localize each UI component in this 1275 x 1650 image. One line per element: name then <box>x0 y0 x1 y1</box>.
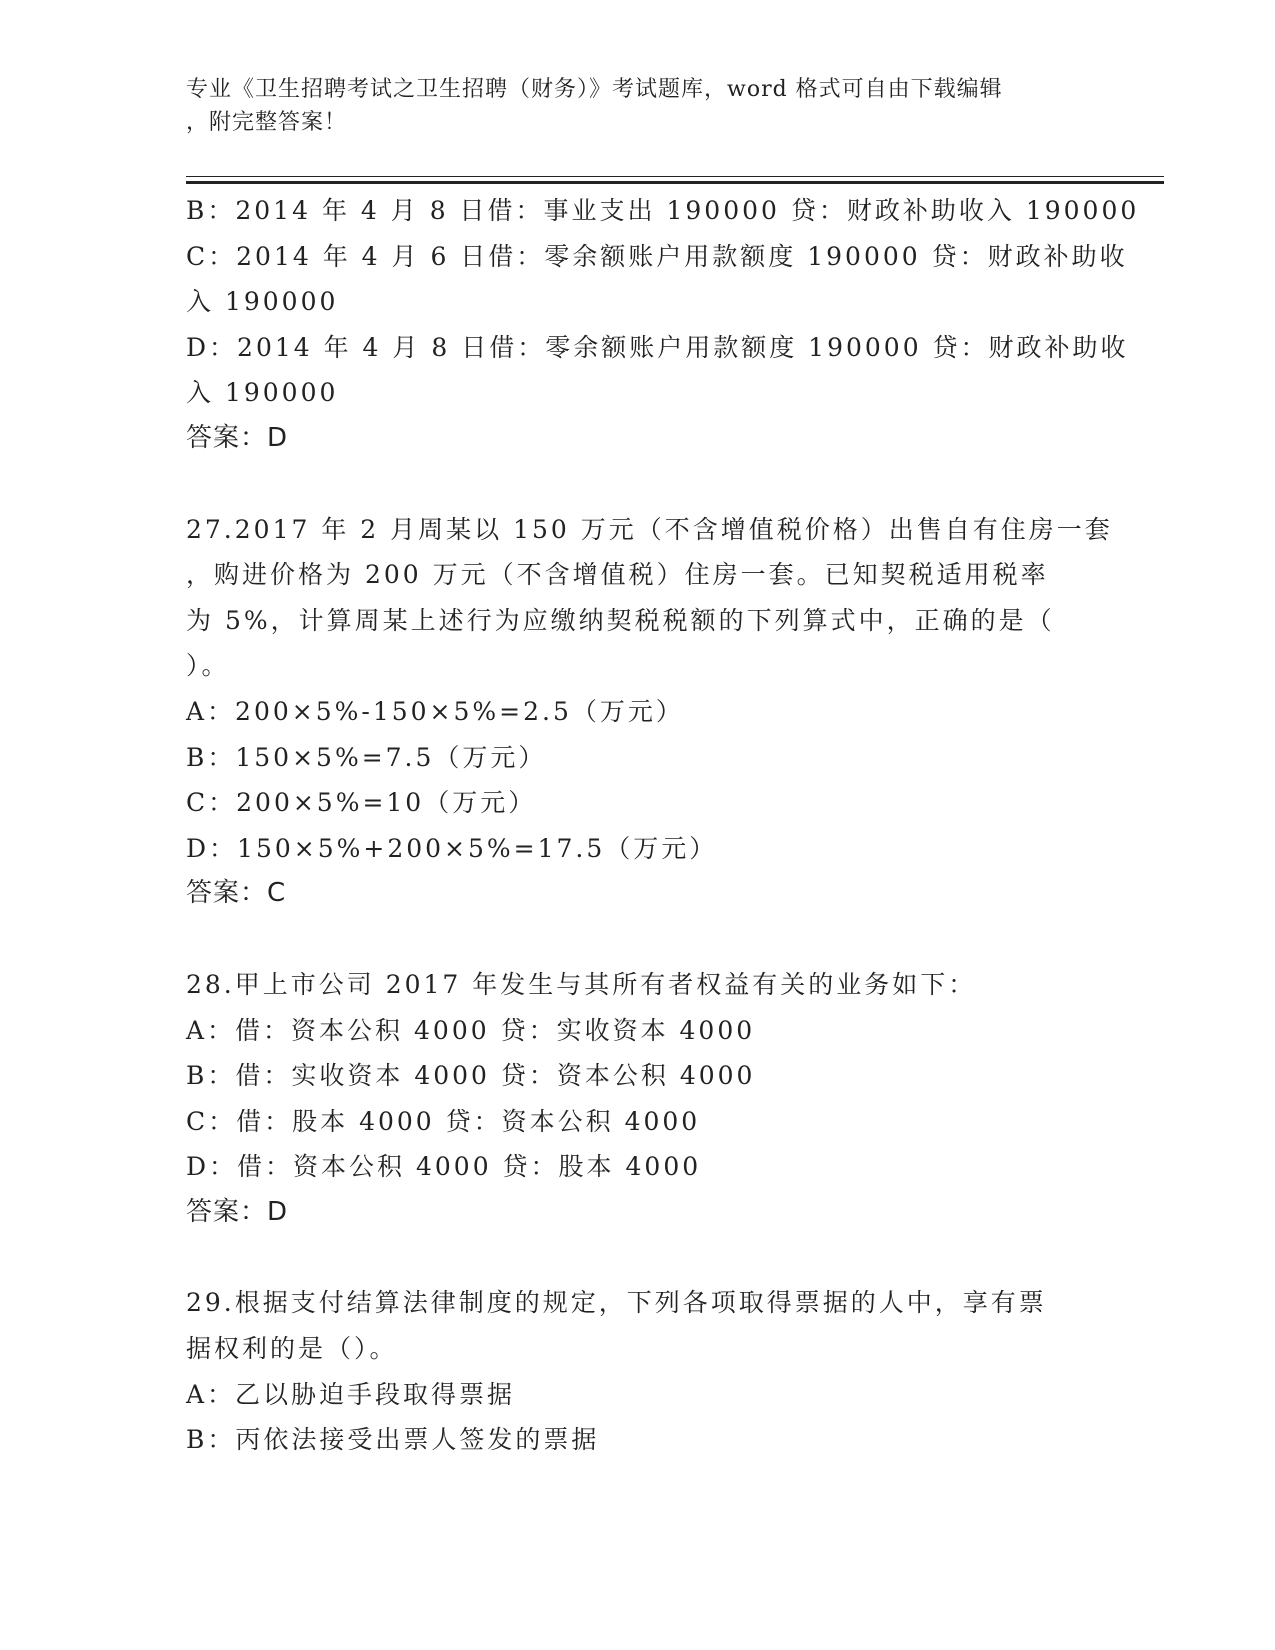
option-line: A：乙以胁迫手段取得票据 <box>186 1379 516 1409</box>
question-stem-line: ）。 <box>186 651 230 681</box>
option-line: C：2014 年 4 月 6 日借：零余额账户用款额度 190000 贷：财政补助收 <box>186 241 1128 271</box>
question-block-26 <box>186 188 1140 462</box>
option-line: B：借：实收资本 4000 贷：资本公积 4000 <box>186 1061 756 1091</box>
question-stem-line: 29.根据支付结算法律制度的规定，下列各项取得票据的人中，享有票 <box>186 1288 1047 1318</box>
question-stem-line: ，购进价格为 200 万元（不含增值税）住房一套。已知契税适用税率 <box>186 560 1049 590</box>
header-line-1: 专业《卫生招聘考试之卫生招聘（财务）》考试题库，word 格式可自由下载编辑 <box>186 77 1003 102</box>
option-line: D：借：资本公积 4000 贷：股本 4000 <box>186 1152 702 1182</box>
answer-line: 答案：D <box>186 1196 289 1227</box>
question-block-27 <box>186 507 1113 917</box>
option-line: A：借：资本公积 4000 贷：实收资本 4000 <box>186 1015 756 1045</box>
question-list <box>186 188 1140 1508</box>
answer-line: 答案：C <box>186 878 287 909</box>
option-line: B：2014 年 4 月 8 日借：事业支出 190000 贷：财政补助收入 190000 <box>186 196 1140 225</box>
option-line: C：借：股本 4000 贷：资本公积 4000 <box>186 1106 701 1136</box>
document-header <box>186 73 1086 139</box>
header-divider-thin <box>186 176 1164 177</box>
question-stem-line: 据权利的是（）。 <box>186 1334 398 1364</box>
option-line: B：丙依法接受出票人签发的票据 <box>186 1425 600 1455</box>
answer-line: 答案：D <box>186 422 289 453</box>
option-line: A：200×5%-150×5%=2.5（万元） <box>186 696 684 726</box>
question-stem-line: 28.甲上市公司 2017 年发生与其所有者权益有关的业务如下： <box>186 969 977 999</box>
option-line: B：150×5%=7.5（万元） <box>186 742 547 772</box>
option-line: D：2014 年 4 月 8 日借：零余额账户用款额度 190000 贷：财政补助收 <box>186 332 1129 362</box>
header-divider-thick <box>186 181 1164 184</box>
option-line: C：200×5%=10（万元） <box>186 788 537 818</box>
question-stem-line: 27.2017 年 2 月周某以 150 万元（不含增值税价格）出售自有住房一套 <box>186 514 1113 544</box>
question-block-28 <box>186 962 1086 1236</box>
question-block-29 <box>186 1280 1086 1462</box>
question-stem-line: 为 5%，计算周某上述行为应缴纳契税税额的下列算式中，正确的是（ <box>186 605 1055 635</box>
header-line-2: ，附完整答案！ <box>186 110 348 135</box>
option-line: 入 190000 <box>186 378 339 408</box>
option-line: D：150×5%+200×5%=17.5（万元） <box>186 833 718 863</box>
option-line: 入 190000 <box>186 287 339 317</box>
